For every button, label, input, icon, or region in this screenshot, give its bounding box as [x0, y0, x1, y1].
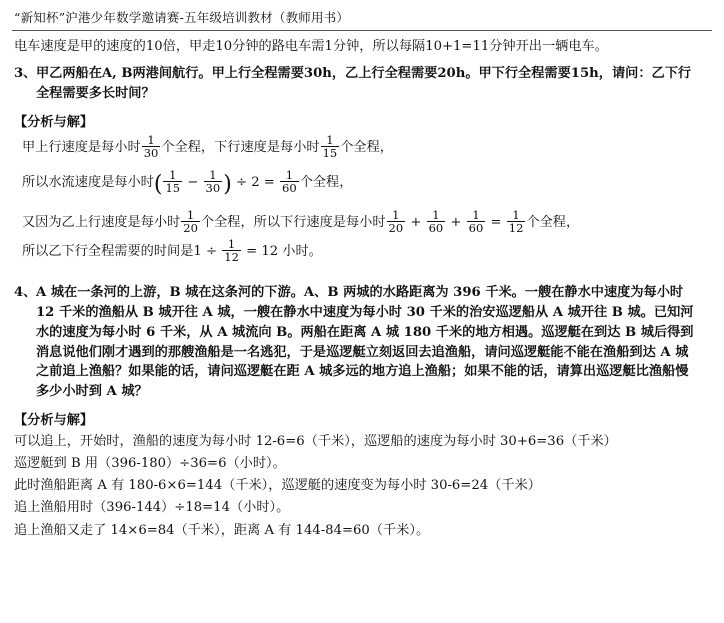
fraction-denominator: 20 — [183, 220, 198, 235]
math-text: + — [406, 214, 426, 230]
fraction-denominator: 60 — [282, 181, 297, 196]
math-text: 个全程，所以下行速度是每小时 — [200, 214, 386, 230]
page-header: “新知杯”沪港少年数学邀请赛-五年级培训教材（教师用书） — [14, 10, 350, 25]
math-text: ÷ 2 = — [231, 175, 280, 191]
header-divider — [12, 30, 712, 31]
math-text: 个全程， — [340, 139, 393, 155]
math-text: 个全程， — [526, 214, 580, 230]
fraction — [204, 169, 223, 194]
math-text: 所以水流速度是每小时 — [22, 175, 154, 191]
math-line — [14, 134, 710, 161]
big-paren: ( — [153, 171, 163, 197]
fraction-numerator: 1 — [387, 209, 406, 222]
fraction — [181, 209, 200, 234]
document-body — [0, 37, 724, 540]
fraction — [387, 209, 406, 234]
fraction-denominator: 30 — [143, 145, 159, 160]
solution-line: 巡逻艇到 B 用（396-180）÷36=6（小时）。 — [14, 456, 286, 472]
fraction — [321, 134, 340, 159]
fraction-numerator: 1 — [142, 134, 161, 147]
fraction-numerator: 1 — [507, 209, 526, 222]
math-text: = 12 小时。 — [241, 243, 322, 259]
fraction-denominator: 30 — [205, 181, 221, 196]
math-text: + — [446, 214, 466, 230]
fraction-numerator: 1 — [427, 209, 446, 222]
solution-line: 追上渔船用时（396-144）÷18=14（小时）。 — [14, 500, 290, 516]
big-paren: ) — [223, 171, 232, 197]
math-text: 个全程， — [299, 175, 353, 191]
fraction-numerator: 1 — [321, 134, 340, 147]
fraction — [222, 238, 241, 263]
math-line — [14, 163, 710, 207]
fraction — [142, 134, 161, 159]
fraction — [163, 169, 182, 194]
fraction-denominator: 20 — [388, 220, 404, 235]
math-text: 又因为乙上行速度是每小时 — [22, 214, 181, 230]
fraction-numerator: 1 — [163, 169, 182, 182]
intro-paragraph: 电车速度是甲的速度的10倍，甲走10分钟的路电车需1分钟，所以每隔10+1=11分钟开出一辆电车。 — [14, 39, 608, 54]
spacer — [14, 267, 710, 283]
solution-line: 可以追上，开始时，渔船的速度为每小时 12-6=6（千米），巡逻船的速度为每小时 30+6=36（千米） — [14, 433, 617, 449]
fraction-numerator: 1 — [222, 238, 241, 251]
fraction — [467, 209, 486, 234]
fraction-numerator: 1 — [204, 169, 223, 182]
problem-4-number: 4、 — [14, 285, 37, 301]
fraction — [427, 209, 446, 234]
math-text: = — [486, 214, 506, 230]
math-line — [14, 209, 710, 236]
fraction — [280, 169, 299, 194]
problem-3-text: 甲乙两船在A, B两港间航行。甲上行全程需要30h，乙上行全程需要20h。甲下行全程需要15h，请问：乙下行全程需要多长时间？ — [36, 66, 692, 101]
problem-4 — [14, 283, 710, 539]
math-text: 甲上行速度是每小时 — [22, 139, 141, 155]
fraction-denominator: 60 — [468, 220, 484, 235]
fraction-numerator: 1 — [280, 169, 299, 182]
fraction — [507, 209, 526, 234]
problem-4-statement — [14, 283, 710, 402]
fraction-numerator: 1 — [181, 209, 200, 222]
math-text: 个全程，下行速度是每小时 — [161, 139, 320, 155]
fraction-denominator: 12 — [508, 220, 524, 235]
problem-3-statement — [14, 64, 710, 104]
problem-4-analysis-label: 【分析与解】 — [14, 412, 94, 428]
math-line — [14, 238, 710, 265]
problem-3-analysis-label: 【分析与解】 — [14, 114, 94, 130]
fraction-denominator: 15 — [165, 181, 181, 196]
problem-4-text: A 城在一条河的上游，B 城在这条河的下游。A、B 两城的水路距离为 396 千米。一艘在静水中速度为每小时 12 千米的渔船从 B 城开往 A 城，一艘在静水中速度为每小时 30 千米的治安巡逻船从 A 城开往 B 城。已知河水的速度为每小时 6 千米，从 A 城流向 B。两船在距离 A 城 180 千米的地方相遇。巡逻艇在到达 B 城后得到消息说他们刚才遇到的那艘渔船是一名逃犯，于是巡逻艇立刻返回去追渔船，请问巡逻艇能不能在渔船到达 A 城之前追上渔船？如果能的话，请问巡逻艇在距 A 城多远的地方追上渔船；如果不能的话，请算出巡逻艇比渔船慢多少小时到 A 城？ — [36, 285, 694, 400]
problem-3-solution — [14, 134, 710, 265]
fraction-denominator: 12 — [224, 250, 239, 265]
solution-line: 此时渔船距离 A 有 180-6×6=144（千米），巡逻艇的速度变为每小时 30-6=24（千米） — [14, 478, 541, 494]
solution-line: 追上渔船又走了 14×6=84（千米），距离 A 有 144-84=60（千米）。 — [14, 522, 430, 538]
problem-3 — [14, 64, 710, 265]
fraction-denominator: 15 — [322, 145, 338, 160]
math-text: 所以乙下行全程需要的时间是1 ÷ — [22, 243, 222, 259]
math-text: − — [183, 175, 203, 191]
problem-4-solution — [14, 432, 710, 540]
fraction-denominator: 60 — [428, 220, 444, 235]
fraction-numerator: 1 — [467, 209, 486, 222]
problem-3-number: 3、 — [14, 66, 37, 82]
